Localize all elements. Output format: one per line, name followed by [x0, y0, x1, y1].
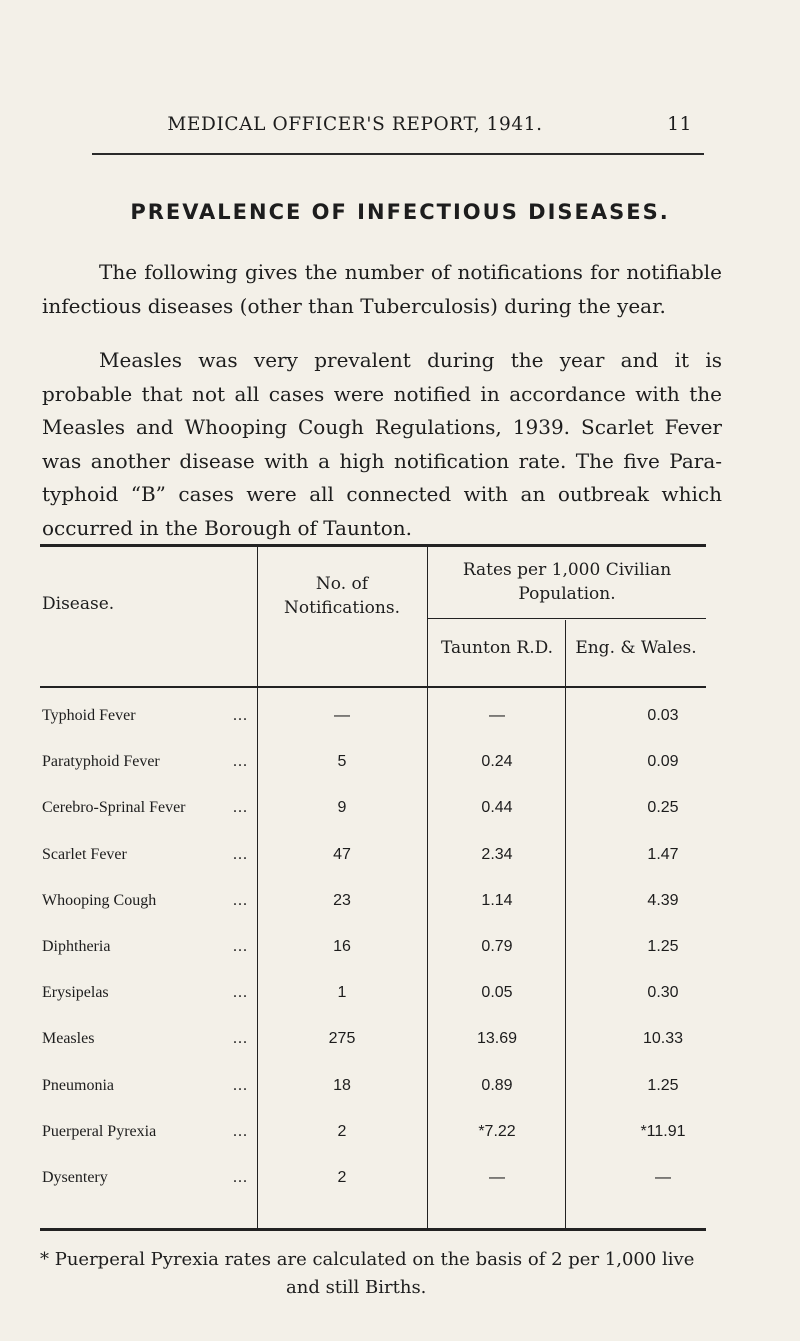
leader-dots: ...	[233, 799, 248, 816]
taunton-rate: 0.79	[481, 938, 513, 955]
header-bottom-rule	[40, 686, 706, 688]
notifications-value: 23	[333, 892, 351, 909]
leader-dots: ...	[233, 707, 248, 724]
page-number: 11	[667, 114, 692, 135]
notifications-value: —	[334, 707, 350, 724]
leader-dots: ...	[233, 846, 248, 863]
taunton-rate: 13.69	[476, 1030, 518, 1047]
taunton-rate: *7.22	[478, 1123, 516, 1140]
footnote	[40, 1246, 760, 1302]
taunton-rate: 0.89	[481, 1077, 513, 1094]
header-disease: Disease.	[42, 594, 115, 614]
header-taunton: Taunton R.D.	[440, 638, 554, 658]
disease-name: Pneumonia	[42, 1077, 114, 1094]
header-notifications-line1: No. of	[315, 574, 369, 594]
taunton-rate: 0.24	[481, 753, 513, 770]
table-bottom-rule	[40, 1228, 706, 1231]
notifications-value: 47	[333, 846, 351, 863]
rates-subheader-rule	[428, 618, 706, 619]
disease-name: Diphtheria	[42, 938, 111, 955]
notifications-value: 2	[337, 1169, 347, 1186]
notifications-value: 2	[337, 1123, 347, 1140]
notifications-value: 1	[337, 984, 347, 1001]
leader-dots: ...	[233, 753, 248, 770]
leader-dots: ...	[233, 1077, 248, 1094]
eng-wales-rate: 1.47	[647, 846, 679, 863]
taunton-rate: —	[489, 707, 505, 724]
eng-wales-rate: 1.25	[647, 938, 679, 955]
notifications-value: 16	[333, 938, 351, 955]
disease-name: Cerebro-Sprinal Fever	[42, 799, 186, 816]
measles-paragraph: Measles was very prevalent during the year and it is probable that not all cases were notified in accordance with the Measles and Whooping Cough Regulations, 1939. Scarlet Fever was another disease with a high notification rate. The five Para-typhoid “B” cases were all connected with an outbreak which occurred in the Borough of Taunton.	[42, 348, 722, 540]
header-rates-line2: Population.	[518, 584, 616, 604]
leader-dots: ...	[233, 1169, 248, 1186]
disease-name: Scarlet Fever	[42, 846, 127, 863]
footnote-line-1: * Puerperal Pyrexia rates are calculated on the basis of 2 per 1,000 live	[40, 1249, 695, 1270]
leader-dots: ...	[233, 892, 248, 909]
taunton-rate: —	[489, 1169, 505, 1186]
disease-name: Measles	[42, 1030, 95, 1047]
taunton-rate: 0.05	[481, 984, 513, 1001]
notifications-value: 9	[337, 799, 347, 816]
taunton-rate: 0.44	[481, 799, 513, 816]
notifications-value: 18	[333, 1077, 351, 1094]
eng-wales-rate: 1.25	[647, 1077, 679, 1094]
disease-name: Erysipelas	[42, 984, 109, 1001]
eng-wales-rate: 4.39	[647, 892, 679, 909]
eng-wales-rate: 0.09	[647, 753, 679, 770]
disease-name: Whooping Cough	[42, 892, 157, 909]
report-title: MEDICAL OFFICER'S REPORT, 1941.	[167, 114, 543, 135]
eng-wales-rate: —	[655, 1169, 671, 1186]
disease-name: Dysentery	[42, 1169, 108, 1186]
leader-dots: ...	[233, 984, 248, 1001]
taunton-rate: 1.14	[481, 892, 513, 909]
footnote-line-2: and still Births.	[286, 1277, 427, 1298]
eng-wales-rate: 0.25	[647, 799, 679, 816]
table-top-rule	[40, 544, 706, 547]
eng-wales-rate: 0.03	[647, 707, 679, 724]
intro-paragraph: The following gives the number of notifications for notifiable infectious diseases (other than Tuberculosis) during the year.	[42, 260, 722, 318]
disease-name: Typhoid Fever	[42, 707, 136, 724]
leader-dots: ...	[233, 1030, 248, 1047]
taunton-rate: 2.34	[481, 846, 513, 863]
header-eng-wales: Eng. & Wales.	[575, 638, 697, 658]
eng-wales-rate: *11.91	[640, 1123, 686, 1140]
notifications-value: 275	[328, 1030, 356, 1047]
eng-wales-rate: 10.33	[642, 1030, 684, 1047]
disease-name: Puerperal Pyrexia	[42, 1123, 157, 1140]
leader-dots: ...	[233, 938, 248, 955]
notifications-value: 5	[337, 753, 347, 770]
header-rates-line1: Rates per 1,000 Civilian	[462, 560, 672, 580]
header-notifications-line2: Notifications.	[284, 598, 400, 618]
disease-name: Paratyphoid Fever	[42, 753, 160, 770]
section-heading: PREVALENCE OF INFECTIOUS DISEASES.	[130, 200, 670, 224]
leader-dots: ...	[233, 1123, 248, 1140]
eng-wales-rate: 0.30	[647, 984, 679, 1001]
